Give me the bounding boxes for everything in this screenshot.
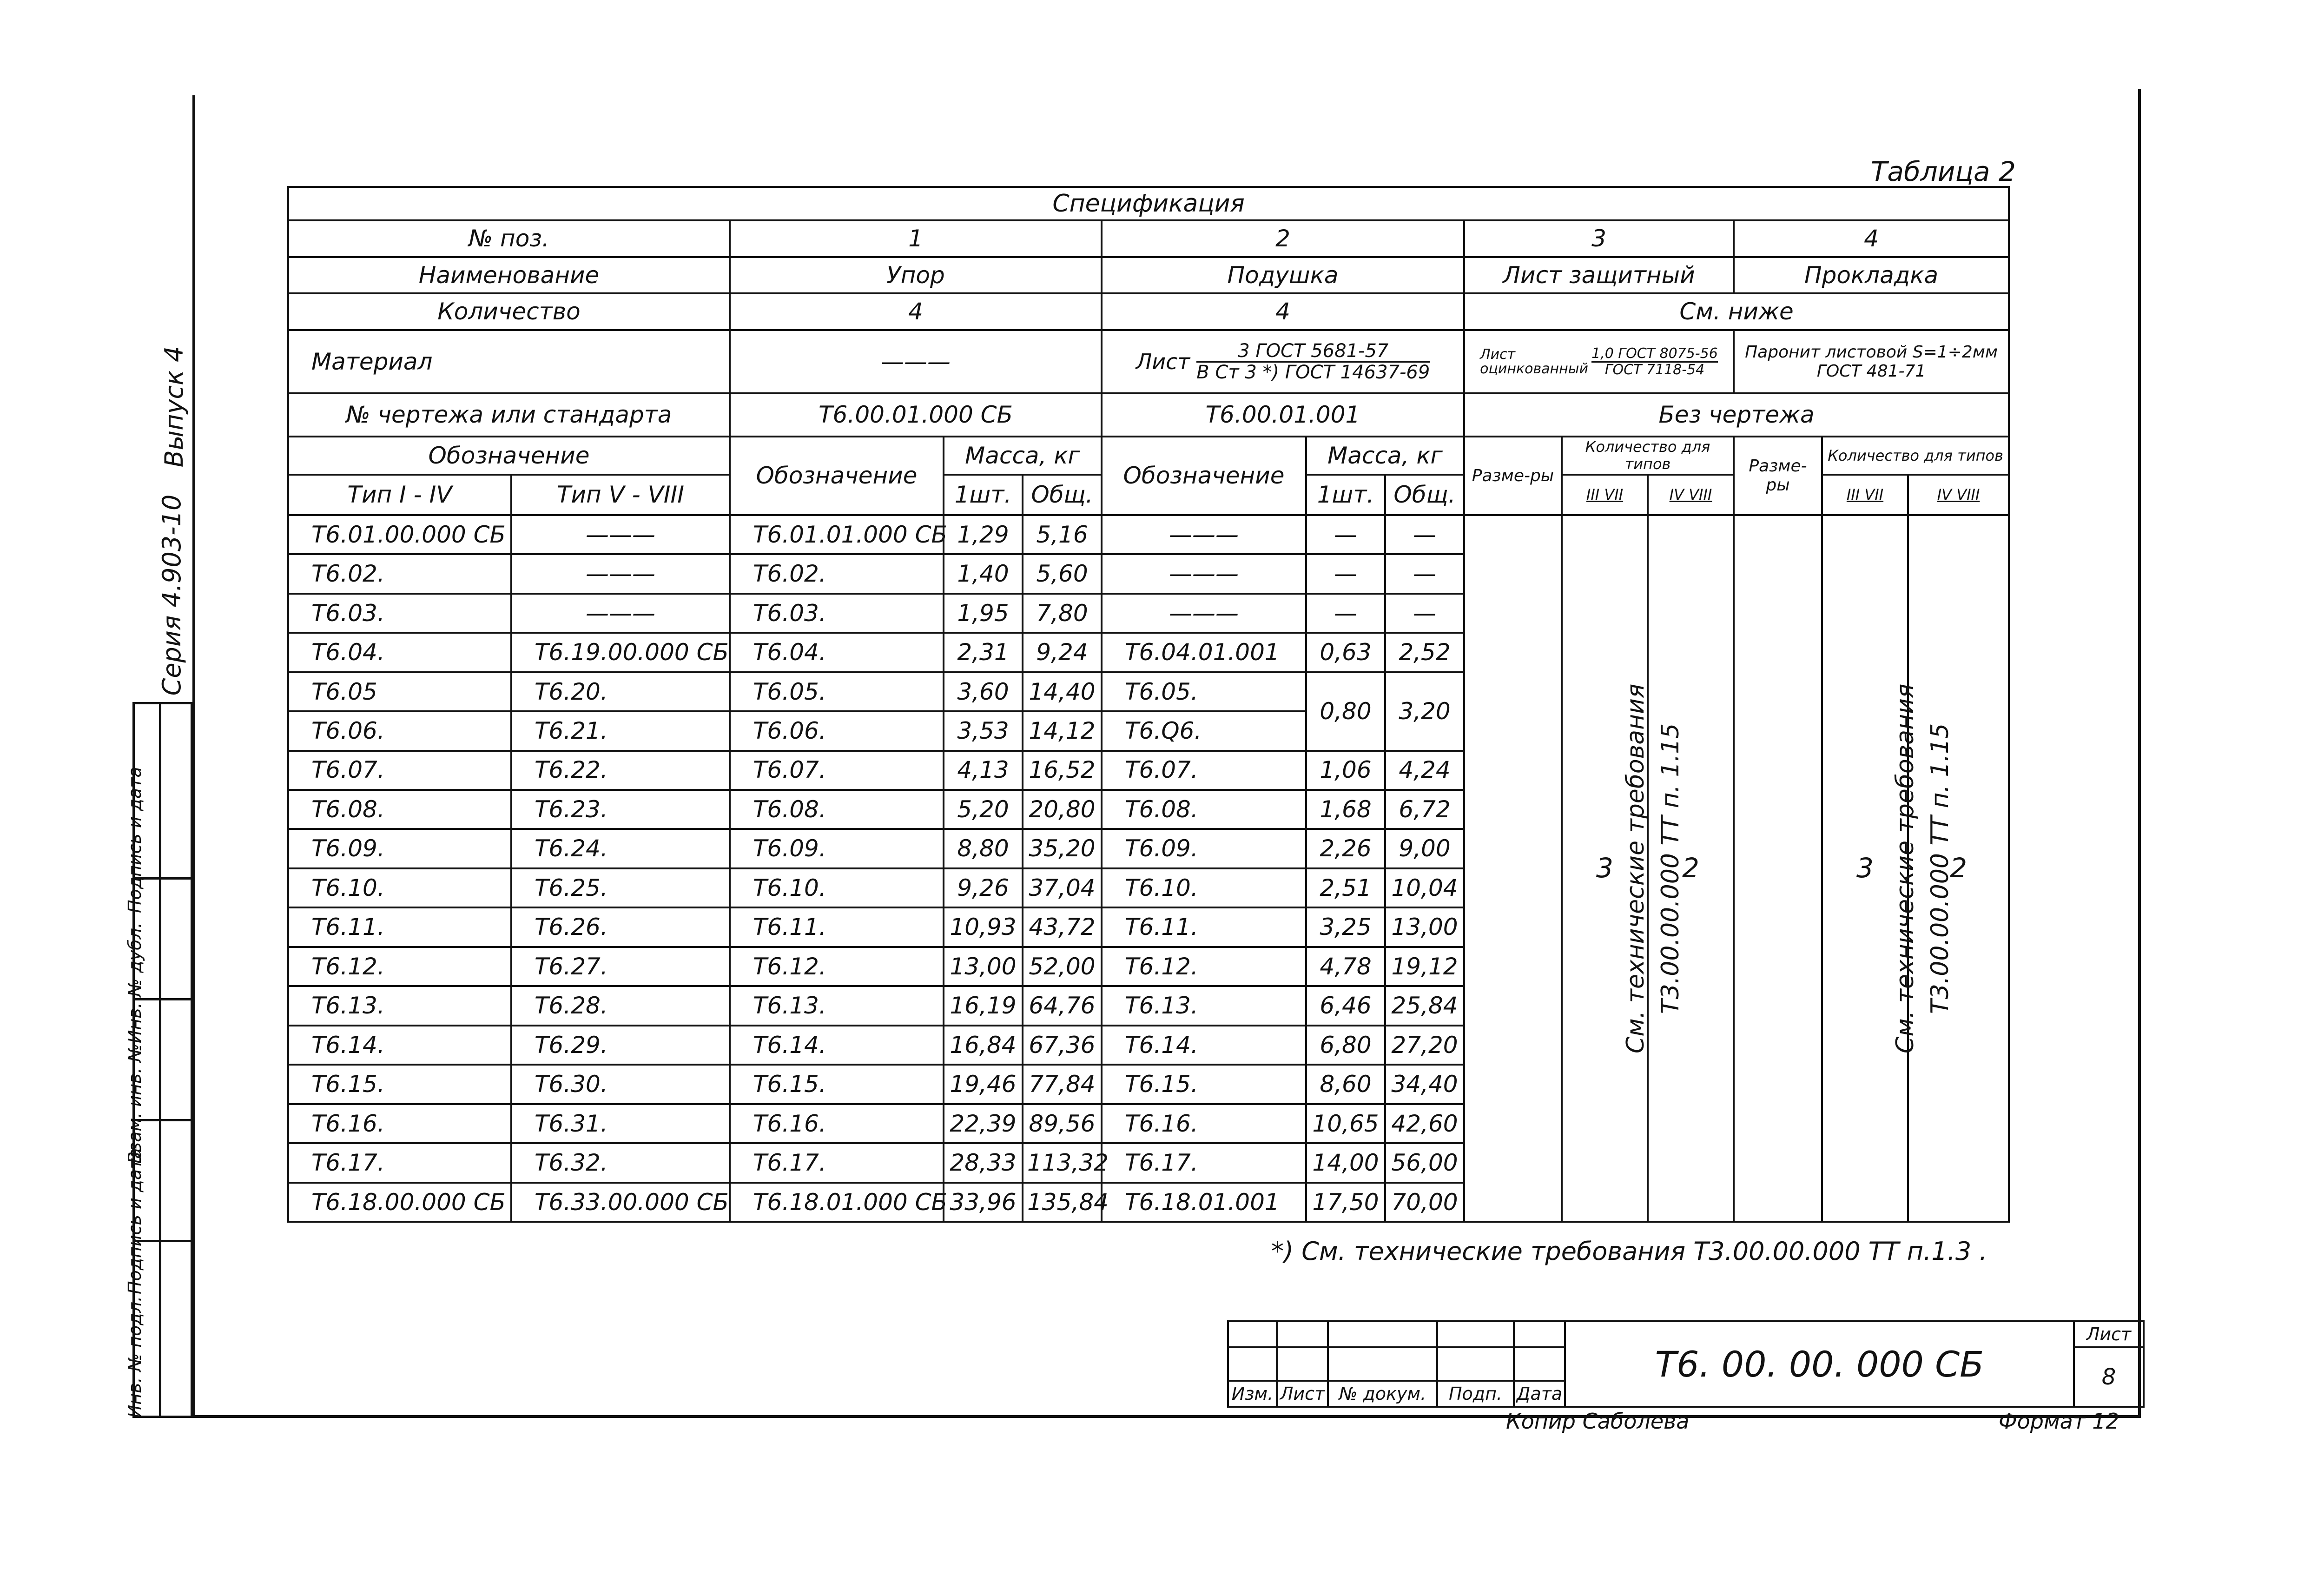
- drawing-3-4: Без чертежа: [1464, 393, 2009, 436]
- side-label-vzam: Взам. инв. №: [125, 1044, 145, 1164]
- material-3-bottom: ГОСТ 7118-54: [1604, 362, 1705, 378]
- cell-oboz-part1: Т6.12.: [730, 947, 944, 986]
- cell-mass2-total: 2,52: [1385, 633, 1464, 672]
- cell-oboz-part1: Т6.08.: [730, 790, 944, 829]
- side-label-dubl: Инв. № дубл.: [125, 922, 145, 1043]
- cell-oboz-tip2: Т6.25.: [511, 868, 730, 907]
- cell-mass2-one: 2,26: [1306, 829, 1385, 868]
- table-body: [288, 515, 2009, 1222]
- cell-oboz-part2: Т6.09.: [1102, 829, 1306, 868]
- cell-oboz-tip2: Т6.32.: [511, 1143, 730, 1182]
- vertical-note: [1618, 683, 1689, 1053]
- side-label-inv-podl: Инв. № подл.: [125, 1296, 145, 1418]
- cell-mass2-one: 6,80: [1306, 1026, 1385, 1065]
- cell-oboz-tip2: ———: [511, 594, 730, 633]
- material-3-top: 1,0 ГОСТ 8075-56: [1591, 346, 1718, 363]
- cell-oboz-tip2: ———: [511, 554, 730, 593]
- cell-oboz-part2: Т6.13.: [1102, 986, 1306, 1025]
- material-4: Паронит листовой S=1÷2мм ГОСТ 481-71: [1734, 330, 2009, 394]
- cell-oboz-tip1: Т6.12.: [288, 947, 511, 986]
- merged-count-4b: 2: [1908, 515, 2009, 1222]
- cell-mass2-total: 19,12: [1385, 947, 1464, 986]
- cell-oboz-tip1: Т6.13.: [288, 986, 511, 1025]
- pos-1: 1: [730, 220, 1102, 257]
- cell-oboz-tip1: Т6.16.: [288, 1104, 511, 1143]
- cell-oboz-part1: Т6.07.: [730, 751, 944, 790]
- cell-mass1-total: 89,56: [1023, 1104, 1102, 1143]
- pos-3: 3: [1464, 220, 1734, 257]
- cell-oboz-tip1: Т6.05: [288, 672, 511, 711]
- stamp-col-list: Лист: [1277, 1381, 1328, 1407]
- cell-oboz-part2: ———: [1102, 554, 1306, 593]
- cell-oboz-part1: Т6.13.: [730, 986, 944, 1025]
- cell-mass1-one: 28,33: [944, 1143, 1023, 1182]
- header-kol-4: Количество для типов: [1822, 437, 2009, 475]
- header-type-a-4: III VII: [1822, 475, 1908, 515]
- cell-mass2-total: 25,84: [1385, 986, 1464, 1025]
- cell-mass1-one: 1,29: [944, 515, 1023, 554]
- cell-mass1-total: 9,24: [1023, 633, 1102, 672]
- cell-mass2-one: 14,00: [1306, 1143, 1385, 1182]
- cell-oboz-tip2: Т6.28.: [511, 986, 730, 1025]
- spec-title: Спецификация: [288, 187, 2009, 220]
- title-block: [1227, 1320, 2145, 1408]
- header-type-b-3: IV VIII: [1648, 475, 1734, 515]
- sheet-label: Лист: [2074, 1321, 2144, 1347]
- cell-oboz-part1: Т6.06.: [730, 711, 944, 750]
- cell-oboz-tip1: Т6.06.: [288, 711, 511, 750]
- cell-oboz-part2: Т6.08.: [1102, 790, 1306, 829]
- cell-oboz-tip1: Т6.11.: [288, 907, 511, 947]
- cell-mass1-total: 5,60: [1023, 554, 1102, 593]
- cell-mass1-one: 22,39: [944, 1104, 1023, 1143]
- header-massa-1: Масса, кг: [944, 437, 1102, 475]
- cell-oboz-part1: Т6.09.: [730, 829, 944, 868]
- stamp-col-data: Дата: [1514, 1381, 1565, 1407]
- label-qty: Количество: [288, 293, 730, 330]
- label-name: Наименование: [288, 257, 730, 293]
- qty-2: 4: [1102, 293, 1464, 330]
- cell-mass1-total: 113,32: [1023, 1143, 1102, 1182]
- cell-oboz-part1: Т6.02.: [730, 554, 944, 593]
- header-total-1: Общ.: [1023, 475, 1102, 515]
- cell-oboz-part1: Т6.10.: [730, 868, 944, 907]
- cell-oboz-tip1: Т6.02.: [288, 554, 511, 593]
- sheet-number: 8: [2074, 1347, 2144, 1407]
- cell-mass2-total: —: [1385, 554, 1464, 593]
- cell-oboz-part2: Т6.14.: [1102, 1026, 1306, 1065]
- cell-mass2-one: 8,60: [1306, 1065, 1385, 1104]
- format-label: Формат 12: [1999, 1409, 2119, 1434]
- cell-mass1-total: 43,72: [1023, 907, 1102, 947]
- cell-oboz-tip1: Т6.15.: [288, 1065, 511, 1104]
- cell-oboz-part1: Т6.16.: [730, 1104, 944, 1143]
- header-tip-2: Тип V - VIII: [511, 475, 730, 515]
- material-3-left: Лист оцинкованный: [1480, 346, 1588, 377]
- cell-mass1-total: 77,84: [1023, 1065, 1102, 1104]
- material-1: ———: [730, 330, 1102, 394]
- cell-mass1-total: 20,80: [1023, 790, 1102, 829]
- cell-oboz-part2: Т6.07.: [1102, 751, 1306, 790]
- right-frame-line: [2138, 89, 2141, 1418]
- cell-oboz-tip2: Т6.26.: [511, 907, 730, 947]
- cell-oboz-part1: Т6.04.: [730, 633, 944, 672]
- stamp-col-izm: Изм.: [1228, 1381, 1277, 1407]
- cell-oboz-part2: Т6.18.01.001: [1102, 1183, 1306, 1222]
- vertical-note-line-1: См. технические требования: [1891, 683, 1920, 1053]
- cell-mass1-total: 14,40: [1023, 672, 1102, 711]
- cell-oboz-part2: Т6.12.: [1102, 947, 1306, 986]
- cell-mass1-one: 8,80: [944, 829, 1023, 868]
- qty-1: 4: [730, 293, 1102, 330]
- cell-oboz-tip2: Т6.24.: [511, 829, 730, 868]
- cell-mass2-one: 3,25: [1306, 907, 1385, 947]
- cell-mass2-total: —: [1385, 515, 1464, 554]
- name-4: Прокладка: [1734, 257, 2009, 293]
- stamp-col-podp: Подп.: [1437, 1381, 1514, 1407]
- copied-by: Копир Саболева: [1506, 1409, 1690, 1434]
- cell-oboz-tip2: Т6.19.00.000 СБ: [511, 633, 730, 672]
- cell-mass2-total: 6,72: [1385, 790, 1464, 829]
- cell-oboz-part2: Т6.15.: [1102, 1065, 1306, 1104]
- header-type-b-4: IV VIII: [1908, 475, 2009, 515]
- header-one-1: 1шт.: [944, 475, 1023, 515]
- table-label: Таблица 2: [1871, 156, 2016, 187]
- cell-oboz-part1: Т6.05.: [730, 672, 944, 711]
- cell-mass2-total: —: [1385, 594, 1464, 633]
- cell-mass1-one: 1,40: [944, 554, 1023, 593]
- cell-mass1-one: 13,00: [944, 947, 1023, 986]
- cell-mass1-total: 7,80: [1023, 594, 1102, 633]
- header-tip-1: Тип I - IV: [288, 475, 511, 515]
- cell-mass2-one: 0,80: [1306, 672, 1385, 751]
- qty-3-4: См. ниже: [1464, 293, 2009, 330]
- cell-oboz-part2: Т6.16.: [1102, 1104, 1306, 1143]
- cell-mass2-one: 17,50: [1306, 1183, 1385, 1222]
- cell-mass2-total: 70,00: [1385, 1183, 1464, 1222]
- header-total-2: Общ.: [1385, 475, 1464, 515]
- cell-oboz-tip1: Т6.18.00.000 СБ: [288, 1183, 511, 1222]
- cell-mass1-total: 37,04: [1023, 868, 1102, 907]
- vertical-note-line-1: См. технические требования: [1622, 683, 1650, 1053]
- cell-oboz-tip1: Т6.17.: [288, 1143, 511, 1182]
- cell-oboz-tip2: Т6.30.: [511, 1065, 730, 1104]
- cell-mass2-total: 4,24: [1385, 751, 1464, 790]
- cell-mass1-one: 9,26: [944, 868, 1023, 907]
- merged-count-3a: 3: [1562, 515, 1648, 1222]
- material-2-prefix: Лист: [1136, 349, 1190, 374]
- name-2: Подушка: [1102, 257, 1464, 293]
- cell-oboz-part1: Т6.18.01.000 СБ: [730, 1183, 944, 1222]
- footnote: *) См. технические требования Т3.00.00.000 ТТ п.1.3 .: [1271, 1237, 1987, 1266]
- cell-mass2-one: —: [1306, 515, 1385, 554]
- cell-mass2-one: —: [1306, 554, 1385, 593]
- cell-mass1-one: 19,46: [944, 1065, 1023, 1104]
- cell-oboz-part1: Т6.15.: [730, 1065, 944, 1104]
- cell-oboz-part1: Т6.11.: [730, 907, 944, 947]
- cell-oboz-part2: Т6.10.: [1102, 868, 1306, 907]
- vertical-note-line-2: Т3.00.00.000 ТТ п. 1.15: [1926, 723, 1954, 1014]
- cell-mass1-one: 5,20: [944, 790, 1023, 829]
- cell-mass1-total: 16,52: [1023, 751, 1102, 790]
- header-oboz-2: Обозначение: [1102, 437, 1306, 515]
- cell-mass2-total: 27,20: [1385, 1026, 1464, 1065]
- cell-mass2-total: 3,20: [1385, 672, 1464, 751]
- merged-razmery-4: [1734, 515, 1954, 1222]
- cell-mass1-total: 5,16: [1023, 515, 1102, 554]
- cell-oboz-tip2: Т6.22.: [511, 751, 730, 790]
- cell-oboz-part1: Т6.17.: [730, 1143, 944, 1182]
- cell-mass2-one: 1,68: [1306, 790, 1385, 829]
- name-3: Лист защитный: [1464, 257, 1734, 293]
- cell-oboz-part1: Т6.14.: [730, 1026, 944, 1065]
- cell-oboz-tip2: Т6.21.: [511, 711, 730, 750]
- cell-mass1-one: 16,84: [944, 1026, 1023, 1065]
- cell-mass2-total: 10,04: [1385, 868, 1464, 907]
- cell-mass2-one: 2,51: [1306, 868, 1385, 907]
- cell-oboz-tip1: Т6.04.: [288, 633, 511, 672]
- cell-oboz-tip2: Т6.29.: [511, 1026, 730, 1065]
- cell-oboz-tip2: Т6.23.: [511, 790, 730, 829]
- name-1: Упор: [730, 257, 1102, 293]
- cell-mass2-one: —: [1306, 594, 1385, 633]
- stamp-col-doc: № докум.: [1328, 1381, 1437, 1407]
- cell-oboz-tip2: Т6.27.: [511, 947, 730, 986]
- cell-mass1-total: 52,00: [1023, 947, 1102, 986]
- side-label-podpis-1: Подпись и дата: [125, 1148, 145, 1294]
- cell-oboz-part2: Т6.11.: [1102, 907, 1306, 947]
- cell-oboz-part2: ———: [1102, 515, 1306, 554]
- header-oboz-main: Обозначение: [288, 437, 730, 475]
- vertical-note: [1888, 683, 1958, 1053]
- specification-table: [287, 186, 2010, 1223]
- header-type-a-3: III VII: [1562, 475, 1648, 515]
- pos-4: 4: [1734, 220, 2009, 257]
- side-label-podpis-2: Подпись и дата: [125, 767, 145, 913]
- cell-oboz-tip1: Т6.10.: [288, 868, 511, 907]
- pos-2: 2: [1102, 220, 1464, 257]
- header-razmery-4: Разме-ры: [1734, 437, 1822, 515]
- cell-mass2-total: 13,00: [1385, 907, 1464, 947]
- cell-mass1-one: 33,96: [944, 1183, 1023, 1222]
- header-one-2: 1шт.: [1306, 475, 1385, 515]
- header-oboz-1: Обозначение: [730, 437, 944, 515]
- cell-oboz-part1: Т6.03.: [730, 594, 944, 633]
- merged-razmery-3: [1464, 515, 1685, 1222]
- cell-oboz-tip1: Т6.03.: [288, 594, 511, 633]
- cell-mass1-one: 3,60: [944, 672, 1023, 711]
- cell-oboz-part2: Т6.04.01.001: [1102, 633, 1306, 672]
- material-2: [1102, 330, 1464, 394]
- cell-mass1-total: 67,36: [1023, 1026, 1102, 1065]
- material-3: [1464, 330, 1734, 394]
- cell-mass1-total: 14,12: [1023, 711, 1102, 750]
- drawing-1: Т6.00.01.000 СБ: [730, 393, 1102, 436]
- header-kol-3: Количество для типов: [1562, 437, 1734, 475]
- cell-mass1-total: 64,76: [1023, 986, 1102, 1025]
- cell-mass1-one: 4,13: [944, 751, 1023, 790]
- cell-oboz-tip2: ———: [511, 515, 730, 554]
- bottom-frame-line: [192, 1415, 2141, 1418]
- material-2-bottom: В Ст 3 *) ГОСТ 14637-69: [1196, 362, 1430, 383]
- cell-mass2-total: 42,60: [1385, 1104, 1464, 1143]
- cell-mass1-total: 135,84: [1023, 1183, 1102, 1222]
- cell-mass1-one: 1,95: [944, 594, 1023, 633]
- cell-mass1-one: 2,31: [944, 633, 1023, 672]
- label-pos: № поз.: [288, 220, 730, 257]
- table-row: [288, 515, 2009, 554]
- header-razmery-3: Разме-ры: [1464, 437, 1562, 515]
- cell-mass2-one: 10,65: [1306, 1104, 1385, 1143]
- cell-mass1-total: 35,20: [1023, 829, 1102, 868]
- doc-number: Т6. 00. 00. 000 СБ: [1565, 1321, 2074, 1407]
- material-2-top: 3 ГОСТ 5681-57: [1196, 341, 1430, 363]
- cell-mass2-one: 1,06: [1306, 751, 1385, 790]
- cell-mass2-total: 56,00: [1385, 1143, 1464, 1182]
- cell-oboz-tip1: Т6.07.: [288, 751, 511, 790]
- vertical-note-line-2: Т3.00.00.000 ТТ п. 1.15: [1657, 723, 1685, 1014]
- cell-mass1-one: 16,19: [944, 986, 1023, 1025]
- cell-oboz-part2: Т6.Q6.: [1102, 711, 1306, 750]
- cell-mass2-total: 34,40: [1385, 1065, 1464, 1104]
- merged-count-4a: 3: [1822, 515, 1908, 1222]
- cell-oboz-tip2: Т6.33.00.000 СБ: [511, 1183, 730, 1222]
- merged-count-3b: 2: [1648, 515, 1734, 1222]
- cell-mass2-one: 0,63: [1306, 633, 1385, 672]
- cell-oboz-tip1: Т6.01.00.000 СБ: [288, 515, 511, 554]
- cell-mass2-one: 6,46: [1306, 986, 1385, 1025]
- cell-oboz-tip1: Т6.08.: [288, 790, 511, 829]
- cell-mass2-total: 9,00: [1385, 829, 1464, 868]
- cell-mass2-one: 4,78: [1306, 947, 1385, 986]
- cell-mass1-one: 10,93: [944, 907, 1023, 947]
- label-material: Материал: [288, 330, 730, 394]
- series-label: Серия 4.903-10: [157, 494, 186, 696]
- label-drawing: № чертежа или стандарта: [288, 393, 730, 436]
- drawing-2: Т6.00.01.001: [1102, 393, 1464, 436]
- cell-oboz-tip2: Т6.31.: [511, 1104, 730, 1143]
- cell-oboz-part2: Т6.17.: [1102, 1143, 1306, 1182]
- cell-oboz-tip2: Т6.20.: [511, 672, 730, 711]
- cell-oboz-part1: Т6.01.01.000 СБ: [730, 515, 944, 554]
- cell-oboz-tip1: Т6.14.: [288, 1026, 511, 1065]
- cell-oboz-part2: Т6.05.: [1102, 672, 1306, 711]
- header-massa-2: Масса, кг: [1306, 437, 1464, 475]
- cell-oboz-tip1: Т6.09.: [288, 829, 511, 868]
- issue-label: Выпуск 4: [159, 346, 189, 468]
- cell-mass1-one: 3,53: [944, 711, 1023, 750]
- cell-oboz-part2: ———: [1102, 594, 1306, 633]
